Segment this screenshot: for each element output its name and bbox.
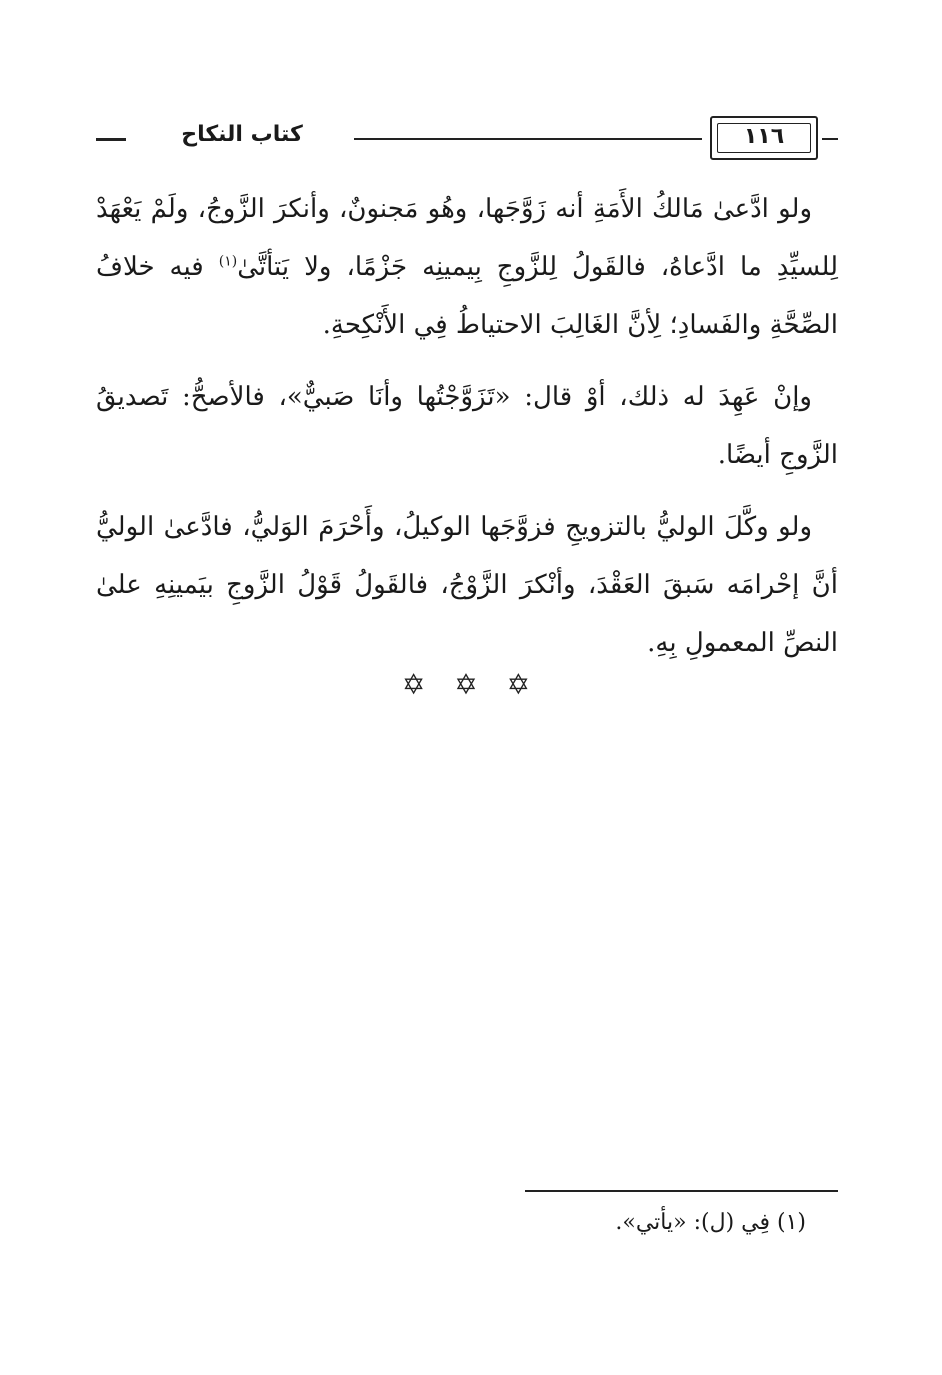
section-divider-ornaments — [0, 668, 942, 701]
body-text — [96, 180, 838, 686]
header-rule-right — [822, 138, 838, 140]
paragraph-1-text: ولو ادَّعىٰ مَالكُ الأَمَةِ أنه زَوَّجَها، وهُو مَجنونٌ، وأنكرَ الزَّوجُ، ولَمْ يَعْهَدْ لِلسيِّدِ ما ادَّعاهُ، فالقَولُ لِلزَّوجِ بِيمينِه جَزْمًا، ولا يَتأتَّىٰ — [96, 194, 839, 282]
paragraph-3: ولو وكَّلَ الوليُّ بالتزويجِ فزوَّجَها الوكيلُ، وأَحْرَمَ الوَليُّ، فادَّعىٰ الوليُّ أنَّ إحْرامَه سَبقَ العَقْدَ، وأنْكرَ الزَّوْجُ، فالقَولُ قَوْلُ الزَّوجِ بيَمينِهِ علىٰ النصِّ المعمولِ بِهِ. — [96, 512, 838, 658]
page-number: ١١٦ — [743, 124, 785, 149]
header-rule-middle — [354, 138, 702, 140]
page-header — [96, 116, 838, 162]
footnote-reference[interactable]: (١) — [218, 253, 238, 270]
running-title: كتاب النكاح — [181, 122, 303, 147]
paragraph-1 — [96, 180, 838, 354]
footnote: (١) فِي (ل): «يأتي». — [615, 1210, 806, 1235]
paragraph-1-text-continued: فيه خلافُ الصِّحَّةِ والفَسادِ؛ لِأنَّ الغَالِبَ الاحتياطُ فِي الأَنْكِحةِ. — [96, 252, 838, 340]
page-number-frame — [710, 116, 818, 160]
eight-point-star-icon: ✡ — [454, 668, 488, 701]
paragraph-2: وإنْ عَهِدَ له ذلك، أوْ قال: «تَزَوَّجْتُها وأنَا صَبيٌّ»، فالأصحُّ: تَصديقُ الزَّوجِ أيضًا. — [96, 382, 838, 470]
eight-point-star-icon: ✡ — [506, 668, 541, 701]
footnote-separator — [525, 1190, 838, 1192]
eight-point-star-icon: ✡ — [401, 668, 436, 701]
header-rule-left — [96, 138, 126, 141]
